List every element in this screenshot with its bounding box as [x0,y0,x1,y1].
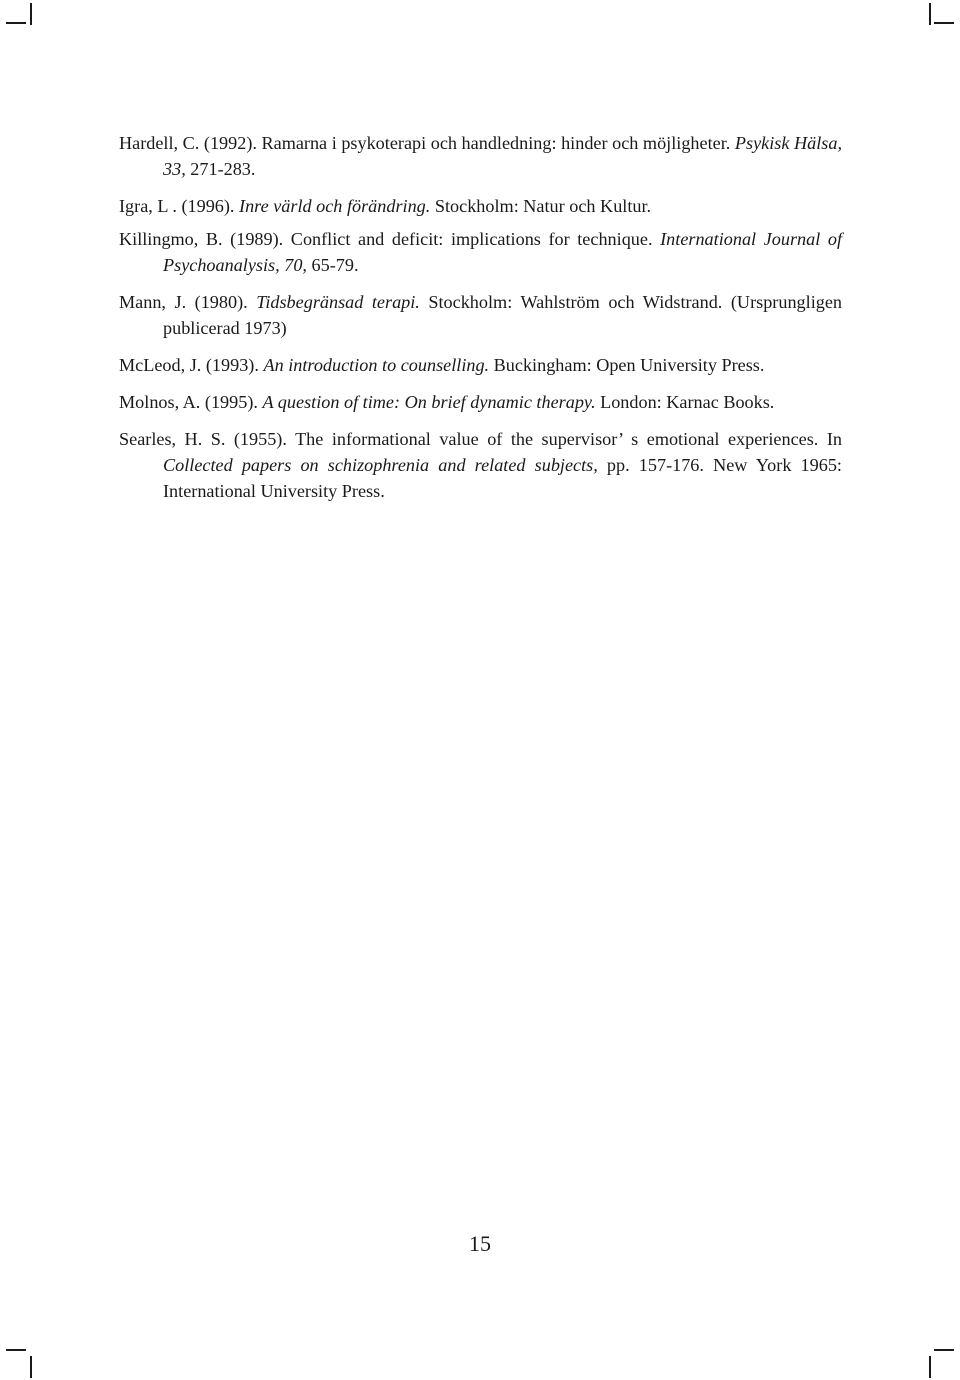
reference-entry [119,130,842,182]
reference-text: Molnos, A. (1995). [119,392,263,412]
reference-source: International Journal of Psychoanalysis, 70, [163,229,842,275]
reference-source: Tidsbegränsad terapi. [256,292,420,312]
reference-text: 65-79. [306,255,359,275]
reference-source: Collected papers on schizophrenia and related subjects, [163,455,598,475]
crop-mark-top-left-v [30,3,32,25]
reference-text: pp. 157-176. New York 1965: International University Press. [163,455,842,501]
reference-entry [119,352,842,378]
reference-text: Killingmo, B. (1989). Conflict and deficit: implications for technique. [119,229,661,249]
reference-source: An introduction to counselling. [263,355,490,375]
crop-mark-bottom-left-h [6,1349,26,1351]
reference-entry [119,226,842,278]
reference-entry [119,193,842,219]
reference-list [119,130,842,515]
reference-text: McLeod, J. (1993). [119,355,264,375]
reference-text: 271-283. [185,159,256,179]
reference-text: Igra, L . (1996). [119,196,240,216]
crop-mark-top-right-h [934,22,954,24]
reference-text: Stockholm: Wahlström och Widstrand. (Ursprungligen publicerad 1973) [163,292,843,338]
reference-text: Searles, H. S. (1955). The informational value of the supervisor’ s emotional experiences. In [119,429,842,449]
crop-mark-top-right-v [929,3,931,25]
reference-entry [119,389,842,415]
reference-text: Buckingham: Open University Press. [489,355,765,375]
crop-mark-bottom-right-v [929,1356,931,1378]
reference-source: Inre värld och förändring. [239,196,431,216]
crop-mark-bottom-right-h [934,1349,954,1351]
page-number: 15 [469,1231,491,1256]
reference-entry [119,426,842,504]
reference-text: Hardell, C. (1992). Ramarna i psykoterapi och handledning: hinder och möjligheter. [119,133,735,153]
reference-text: London: Karnac Books. [595,392,775,412]
reference-text: Stockholm: Natur och Kultur. [430,196,652,216]
reference-source: A question of time: On brief dynamic therapy. [262,392,596,412]
crop-mark-bottom-left-v [30,1356,32,1378]
reference-text: Mann, J. (1980). [119,292,257,312]
reference-entry [119,289,842,341]
reference-source: Psykisk Hälsa, 33, [163,133,842,179]
crop-mark-top-left-h [6,22,26,24]
